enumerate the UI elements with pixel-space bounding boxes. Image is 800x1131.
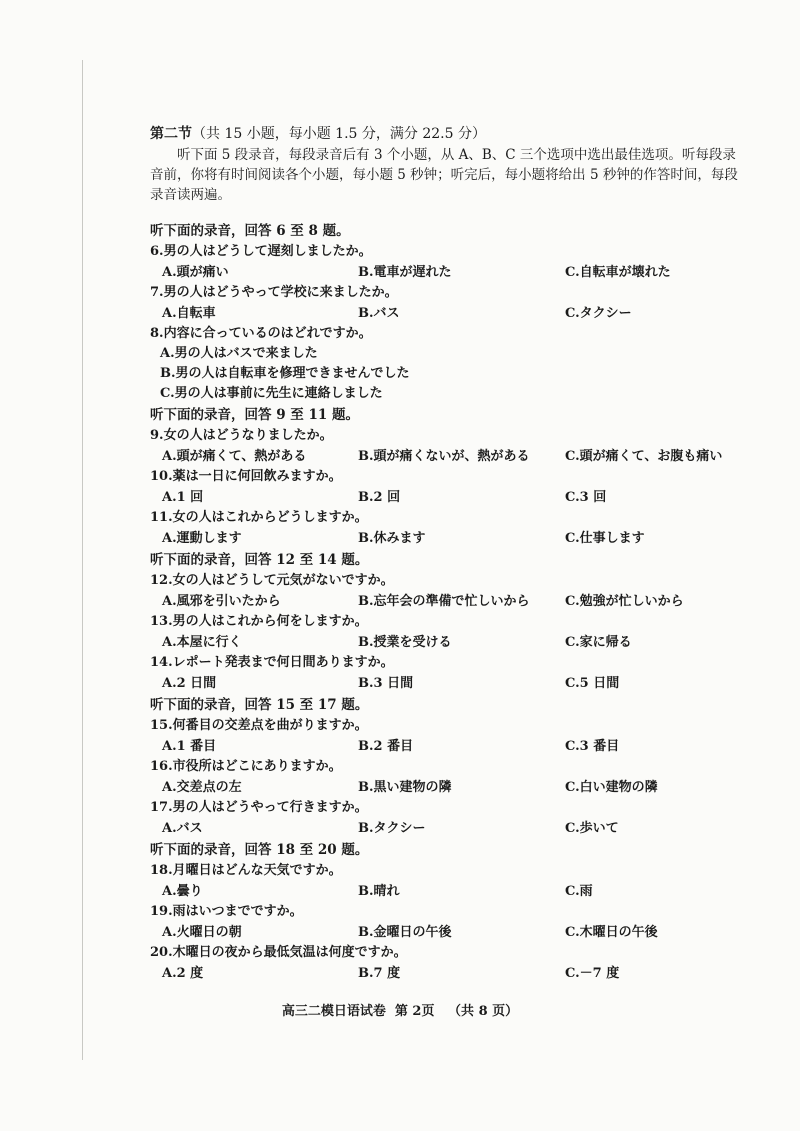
- section-title: 第二节: [150, 126, 192, 142]
- options-row: [150, 881, 750, 902]
- question-text: 14.レポート発表まで何日間ありますか。: [150, 655, 394, 670]
- options-row: [150, 736, 750, 757]
- option-a: A.1 番目: [162, 739, 217, 754]
- page-footer: 高三二模日语试卷 第 2页 （共 8 页）: [281, 1004, 519, 1019]
- question-text: 19.雨はいつまでですか。: [150, 904, 303, 919]
- question-text: 9.女の人はどうなりましたか。: [150, 428, 333, 443]
- instructions-text: 听下面 5 段录音，每段录音后有 3 个小题，从 A、B、C 三个选项中选出最佳选项。听每段录音前，你将有时间阅读各个小题，每小题 5 秒钟；听完后，每小题将给出 5 秒钟的作答时间，每段录音读两遍。: [150, 147, 738, 203]
- option-c: C.家に帰る: [565, 635, 632, 650]
- option-c: C.－7 度: [565, 966, 620, 981]
- options-row: [150, 922, 750, 943]
- option-b: B.黒い建物の隣: [358, 780, 452, 795]
- option-c: C.雨: [565, 884, 593, 899]
- question-text: 20.木曜日の夜から最低気温は何度ですか。: [150, 945, 407, 960]
- option-a: A.2 度: [162, 966, 204, 981]
- section-instructions: [150, 145, 740, 205]
- options-row: [150, 591, 750, 612]
- question-text: 6.男の人はどうして遅刻しましたか。: [150, 244, 372, 259]
- option-c: C.木曜日の午後: [565, 925, 658, 940]
- option-b: B.バス: [358, 306, 400, 321]
- question-text: 8.内容に合っているのはどれですか。: [150, 326, 372, 341]
- option-c: C.自転車が壊れた: [565, 265, 671, 280]
- option-a: A.本屋に行く: [162, 635, 242, 650]
- options-row: [150, 777, 750, 798]
- question-text: 12.女の人はどうして元気がないですか。: [150, 573, 394, 588]
- option-b: B.授業を受ける: [358, 635, 452, 650]
- question-text: 11.女の人はこれからどうしますか。: [150, 510, 368, 525]
- options-row: [150, 528, 750, 549]
- option-c: C.男の人は事前に先生に連絡しました: [160, 386, 383, 401]
- options-row: [150, 673, 750, 694]
- question-text: 10.薬は一日に何回飲みますか。: [150, 469, 342, 484]
- option-b: B.休みます: [358, 531, 426, 546]
- question-text: 17.男の人はどうやって行きますか。: [150, 800, 368, 815]
- option-a: A.交差点の左: [162, 780, 242, 795]
- option-b: B.3 日間: [358, 676, 414, 691]
- option-b: B.男の人は自転車を修理できませんでした: [160, 366, 410, 381]
- scan-edge-line: [82, 60, 83, 1060]
- option-a: A.1 回: [162, 490, 204, 505]
- group-header: 听下面的录音，回答 12 至 14 题。: [150, 552, 369, 568]
- option-b: B.電車が遅れた: [358, 265, 452, 280]
- option-c: C.3 回: [565, 490, 607, 505]
- option-b: B.晴れ: [358, 884, 400, 899]
- option-b: B.金曜日の午後: [358, 925, 452, 940]
- option-c: C.勉強が忙しいから: [565, 594, 684, 609]
- option-c: C.3 番目: [565, 739, 620, 754]
- question-list: [150, 220, 750, 984]
- options-row: [150, 963, 750, 984]
- option-c: C.白い建物の隣: [565, 780, 658, 795]
- section-header: [150, 123, 486, 143]
- question-text: 18.月曜日はどんな天気ですか。: [150, 863, 342, 878]
- options-row: [150, 818, 750, 839]
- options-row: [150, 632, 750, 653]
- option-b: B.2 番目: [358, 739, 414, 754]
- group-header: 听下面的录音，回答 18 至 20 题。: [150, 842, 369, 858]
- option-b: B.2 回: [358, 490, 401, 505]
- group-header: 听下面的录音，回答 6 至 8 题。: [150, 223, 350, 239]
- option-b: B.タクシー: [358, 821, 426, 836]
- option-c: C.5 日間: [565, 676, 620, 691]
- option-a: A.バス: [162, 821, 203, 836]
- option-a: A.曇り: [162, 884, 203, 899]
- option-a: A.頭が痛い: [162, 265, 229, 280]
- options-row: [150, 262, 750, 283]
- option-a: A.運動します: [162, 531, 242, 546]
- question-text: 13.男の人はこれから何をしますか。: [150, 614, 368, 629]
- option-b: B.忘年会の準備で忙しいから: [358, 594, 530, 609]
- option-c: C.歩いて: [565, 821, 619, 836]
- options-row: [150, 446, 750, 467]
- option-b: B.頭が痛くないが、熱がある: [358, 449, 530, 464]
- options-row: [150, 487, 750, 508]
- group-header: 听下面的录音，回答 9 至 11 题。: [150, 407, 359, 423]
- option-c: C.タクシー: [565, 306, 632, 321]
- option-a: A.風邪を引いたから: [162, 594, 281, 609]
- option-b: B.7 度: [358, 966, 401, 981]
- option-a: A.自転車: [162, 306, 216, 321]
- question-text: 16.市役所はどこにありますか。: [150, 759, 342, 774]
- group-header: 听下面的录音，回答 15 至 17 题。: [150, 697, 369, 713]
- section-detail: （共 15 小题，每小题 1.5 分，满分 22.5 分）: [192, 126, 486, 142]
- option-a: A.男の人はバスで来ました: [160, 346, 318, 361]
- option-a: A.火曜日の朝: [162, 925, 242, 940]
- options-row: [150, 303, 750, 324]
- question-text: 15.何番目の交差点を曲がりますか。: [150, 718, 368, 733]
- option-c: C.仕事します: [565, 531, 645, 546]
- question-text: 7.男の人はどうやって学校に来ましたか。: [150, 285, 398, 300]
- option-a: A.頭が痛くて、熱がある: [162, 449, 307, 464]
- option-c: C.頭が痛くて、お腹も痛い: [565, 449, 723, 464]
- option-a: A.2 日間: [162, 676, 217, 691]
- options-column: [150, 344, 750, 404]
